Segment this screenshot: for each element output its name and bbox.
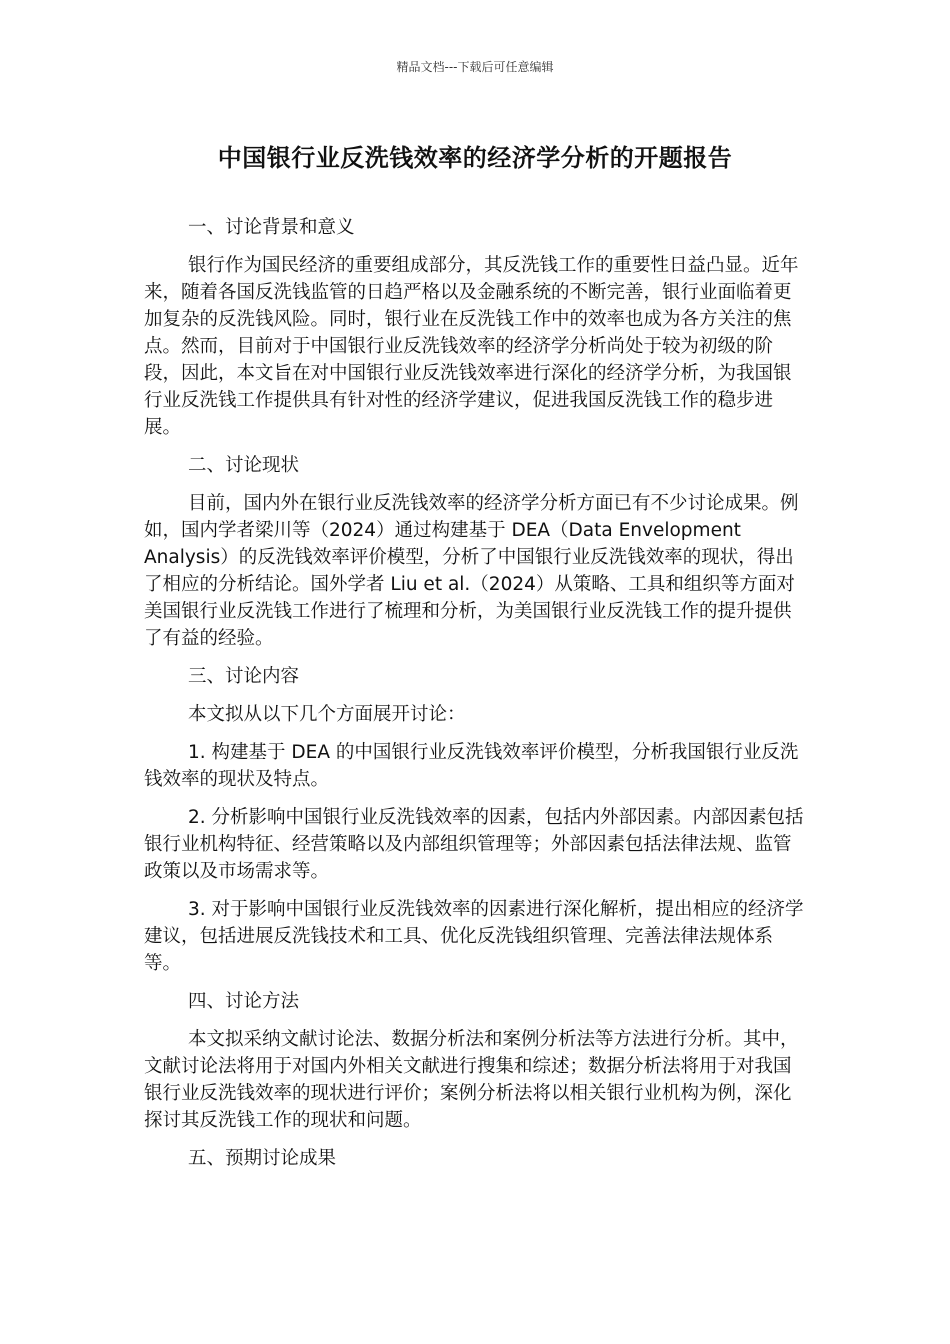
section-heading-background: 一、讨论背景和意义 [188, 217, 355, 238]
document-title: 中国银行业反洗钱效率的经济学分析的开题报告 [217, 144, 733, 172]
document-body [144, 214, 808, 1183]
page-header-note: 精品文档---下载后可任意编辑 [396, 60, 554, 74]
list-item-2: 2. 分析影响中国银行业反洗钱效率的因素，包括内外部因素。内部因素包括银行业机构特征、经营策略以及内部组织管理等；外部因素包括法律法规、监管政策以及市场需求等。 [144, 807, 804, 882]
section-heading-status: 二、讨论现状 [188, 455, 300, 476]
list-item-1: 1. 构建基于 DEA 的中国银行业反洗钱效率评价模型，分析我国银行业反洗钱效率的现状及特点。 [144, 742, 799, 790]
paragraph-background: 银行作为国民经济的重要组成部分，其反洗钱工作的重要性日益凸显。近年来，随着各国反洗钱监管的日趋严格以及金融系统的不断完善，银行业面临着更加复杂的反洗钱风险。同时，银行业在反洗钱工作中的效率也成为各方关注的焦点。然而，目前对于中国银行业反洗钱效率的经济学分析尚处于较为初级的阶段，因此，本文旨在对中国银行业反洗钱效率进行深化的经济学分析，为我国银行业反洗钱工作提供具有针对性的经济学建议，促进我国反洗钱工作的稳步进展。 [144, 255, 799, 438]
section-heading-content: 三、讨论内容 [188, 666, 300, 687]
paragraph-method: 本文拟采纳文献讨论法、数据分析法和案例分析法等方法进行分析。其中，文献讨论法将用于对国内外相关文献进行搜集和综述；数据分析法将用于对我国银行业反洗钱效率的现状进行评价；案例分析法将以相关银行业机构为例，深化探讨其反洗钱工作的现状和问题。 [144, 1029, 799, 1131]
list-item-3: 3. 对于影响中国银行业反洗钱效率的因素进行深化解析，提出相应的经济学建议，包括进展反洗钱技术和工具、优化反洗钱组织管理、完善法律法规体系等。 [144, 899, 804, 974]
section-heading-expected-results: 五、预期讨论成果 [188, 1148, 337, 1169]
section-heading-method: 四、讨论方法 [188, 991, 300, 1012]
paragraph-content-intro: 本文拟从以下几个方面展开讨论： [188, 704, 466, 725]
paragraph-status: 目前，国内外在银行业反洗钱效率的经济学分析方面已有不少讨论成果。例如，国内学者梁川等（2024）通过构建基于 DEA（Data Envelopment Analysis）的反洗钱效率评价模型，分析了中国银行业反洗钱效率的现状，得出了相应的分析结论。国外学者 Liu et al.（2024）从策略、工具和组织等方面对美国银行业反洗钱工作进行了梳理和分析，为美国银行业反洗钱工作的提升提供了有益的经验。 [144, 493, 799, 649]
